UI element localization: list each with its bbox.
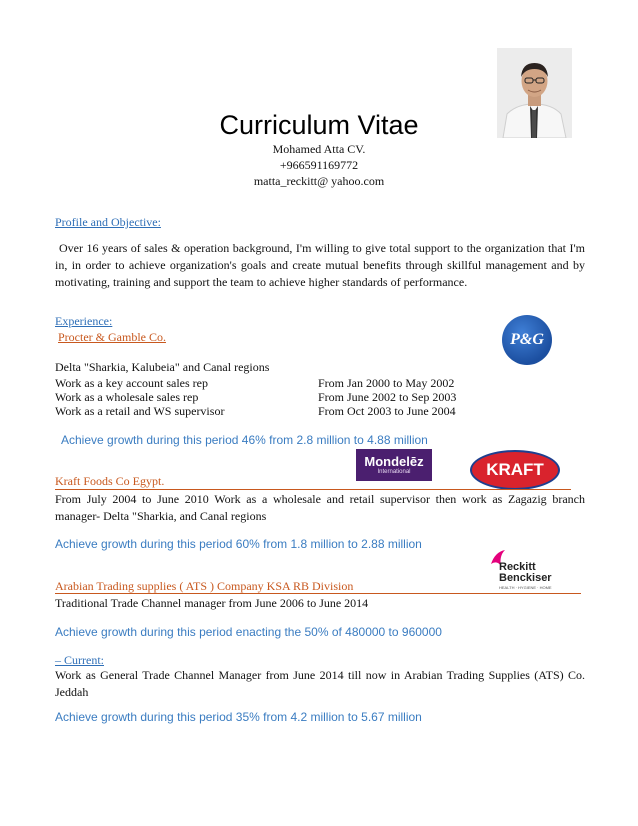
pg-role-title: Work as a wholesale sales rep bbox=[55, 390, 199, 404]
reckitt-benckiser-logo bbox=[487, 548, 567, 592]
candidate-name: Mohamed Atta CV. bbox=[272, 142, 366, 156]
pg-role-title: Work as a key account sales rep bbox=[55, 376, 208, 390]
pg-logo-text: P&G bbox=[510, 331, 544, 348]
profile-heading: Profile and Objective: bbox=[55, 215, 161, 229]
pg-regions: Delta "Sharkia, Kalubeia" and Canal regions bbox=[55, 360, 270, 374]
mondelez-logo bbox=[356, 449, 432, 481]
kraft-logo-text: KRAFT bbox=[486, 460, 544, 479]
pg-role-row bbox=[55, 390, 575, 405]
ats-company-name: Arabian Trading supplies ( ATS ) Company KSA RB Division bbox=[55, 579, 354, 593]
phone-number: +966591169772 bbox=[279, 158, 359, 172]
page-title: Curriculum Vitae bbox=[219, 110, 419, 140]
rb-logo-line2: Benckiser bbox=[499, 572, 552, 584]
kraft-description: From July 2004 to June 2010 Work as a wholesale and retail supervisor then work as Zagazig branch manager- Delta "Sharkia, and Canal regions bbox=[55, 492, 585, 523]
kraft-achievement: Achieve growth during this period 60% from 1.8 million to 2.88 million bbox=[55, 537, 422, 551]
pg-role-period: From Jan 2000 to May 2002 bbox=[318, 376, 455, 390]
ats-description: Traditional Trade Channel manager from June 2006 to June 2014 bbox=[55, 596, 369, 610]
pg-role-period: From June 2002 to Sep 2003 bbox=[318, 390, 457, 404]
ats-divider bbox=[55, 593, 581, 594]
email-address: matta_reckitt@ yahoo.com bbox=[253, 174, 385, 188]
pg-company-name: Procter & Gamble Co. bbox=[58, 330, 166, 344]
kraft-logo bbox=[470, 450, 560, 490]
ats-achievement: Achieve growth during this period enacting the 50% of 480000 to 960000 bbox=[55, 625, 442, 639]
experience-heading: Experience: bbox=[55, 314, 113, 328]
profile-text: Over 16 years of sales & operation background, I'm willing to give total support to the organization that I'm in, in order to achieve organization's goals and create mutual benefits through skillful management and by motivating, training and support the team to achieve higher standards of performance. bbox=[55, 241, 585, 289]
mondelez-logo-subtext: International bbox=[377, 468, 411, 475]
pg-achievement: Achieve growth during this period 46% from 2.8 million to 4.88 million bbox=[61, 433, 428, 447]
pg-role-row bbox=[55, 404, 575, 419]
rb-logo-line1: Reckitt bbox=[499, 561, 536, 573]
kraft-company-name: Kraft Foods Co Egypt. bbox=[55, 474, 165, 488]
pg-role-row bbox=[55, 376, 575, 391]
kraft-divider bbox=[55, 489, 571, 490]
current-description: Work as General Trade Channel Manager from June 2014 till now in Arabian Trading Supplies (ATS) Co. Jeddah bbox=[55, 668, 585, 699]
mondelez-logo-text: Mondelēz bbox=[364, 453, 424, 469]
pg-role-title: Work as a retail and WS supervisor bbox=[55, 404, 225, 418]
pg-role-period: From Oct 2003 to June 2004 bbox=[318, 404, 456, 418]
current-achievement: Achieve growth during this period 35% from 4.2 million to 5.67 million bbox=[55, 710, 422, 724]
rb-logo-tagline: HEALTH · HYGIENE · HOME bbox=[499, 585, 552, 590]
pg-logo bbox=[502, 315, 552, 365]
current-heading: – Current: bbox=[55, 653, 104, 667]
